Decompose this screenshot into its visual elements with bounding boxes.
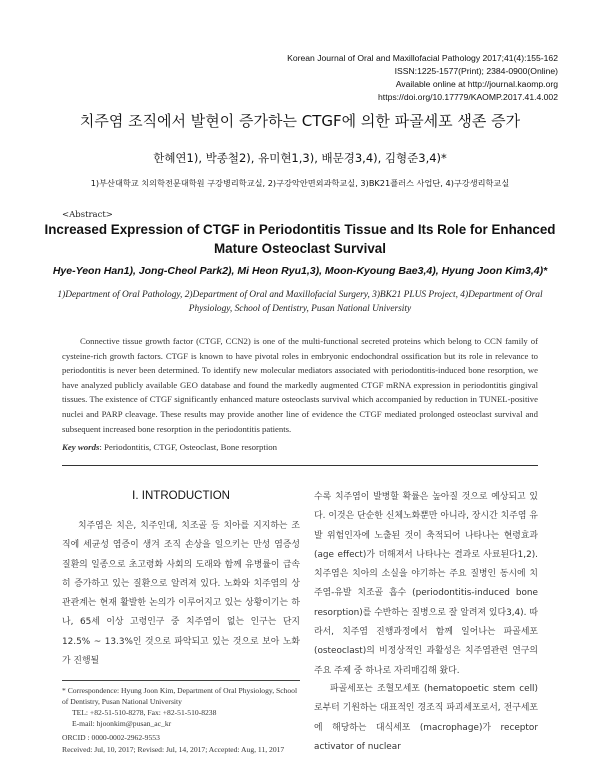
keywords	[62, 442, 277, 452]
footnote-divider	[62, 680, 300, 681]
issn-line: ISSN:1225-1577(Print); 2384-0900(Online)	[394, 66, 558, 76]
abstract-text: Connective tissue growth factor (CTGF, CCN2) is one of the multi-functional secreted proteins which belong to CCN family of cysteine-rich growth factors. CTGF is known to have pivotal roles in embryonic endochondral ossification but its role in relevance to periodontitis is never been determined. To identify new molecular mediators associated with periodontitis-induced bone resorption, we have analyzed publicly available GEO database and found the markedly augmented CTGF mRNA expression in periodontitis gingival tissues. The existence of CTGF significantly enhanced mature osteoclasts survival which accompanied by reduction in TUNEL-positive nuclei and PARP cleavage. These results may provide another line of evidence the CTGF mediated prolonged osteoclast survival and subsequent increased bone resorption in the periodontitis patients.	[62, 336, 538, 434]
correspondence-note: * Correspondence: Hyung Joon Kim, Department of Oral Physiology, School of Dentistry, Pusan National University	[62, 686, 298, 706]
english-authors: Hye-Yeon Han1), Jong-Cheol Park2), Mi Heon Ryu1,3), Moon-Kyoung Bae3,4), Hyung Joon Kim3,4)*	[52, 265, 548, 277]
section-heading: Ⅰ. INTRODUCTION	[132, 490, 230, 502]
korean-title: 치주염 조직에서 발현이 증가하는 CTGF에 의한 파골세포 생존 증가	[79, 112, 521, 130]
korean-affiliations: 1)부산대학교 치의학전문대학원 구강병리학교실, 2)구강악안면외과학교실, 3)BK21플러스 사업단, 4)구강생리학교실	[90, 178, 510, 188]
intro-right-paragraph-2: 파골세포는 조혈모세포 (hematopoetic stem cell)로부터 기원하는 대표적인 경조직 파괴세포로서, 전구세포에 해당하는 대식세포 (macrophage)가 receptor activator of nuclear	[314, 684, 538, 752]
doi-link[interactable]: https://doi.org/10.17779/KAOMP.2017.41.4.002	[378, 92, 558, 102]
journal-citation: Korean Journal of Oral and Maxillofacial Pathology 2017;41(4):155-162	[287, 53, 558, 63]
availability-line: Available online at http://journal.kaomp.org	[395, 79, 558, 89]
tel-fax: TEL: +82-51-510-8278, Fax: +82-51-510-8238	[72, 708, 217, 717]
english-affiliations: 1)Department of Oral Pathology, 2)Department of Oral and Maxillofacial Surgery, 3)BK21 PLUS Project, 4)Department of Oral Physiology, School of Dentistry, Pusan National University	[57, 290, 543, 314]
intro-left-paragraph: 치주염은 치은, 치주인대, 치조골 등 치아를 지지하는 조직에 세균성 염증이 생겨 조직 손상을 일으키는 만성 염증성 질환의 일종으로 초고령화 사회의 도래와 함께 유병률이 급속히 증가하고 있는 질환으로 알려져 있다. 노화와 치주염의 상관관계는 현재 활발한 논의가 이루어지고 있는 상황이기는 하나, 65세 이상 고령인구 중 치주염이 없는 인구는 단지 12.5% ~ 13.3%인 것으로 파악되고 있는 것으로 보아 노화가 진행될	[62, 521, 300, 667]
orcid: ORCID : 0000-0002-2962-9553	[62, 733, 160, 742]
email[interactable]: E-mail: hjoonkim@pusan_ac_kr	[72, 719, 172, 728]
intro-right-paragraph-1: 수록 치주염이 발병할 확률은 높아질 것으로 예상되고 있다. 이것은 단순한 신체노화뿐만 아니라, 장시간 치주염 유발 위험인자에 노출된 것이 축적되어 나타나는 현령효과 (age effect)가 더해져서 나타나는 결과로 사료된다1,2). 치주염은 치아의 소실을 야기하는 주요 질병인 동시에 치주염-유발 치조골 흡수 (periodontitis-induced bone resorption)를 수반하는 질병으로 잘 알려져 있다3,4). 따라서, 치주염 진행과정에서 함께 일어나는 파골세포 (osteoclast)의 비정상적인 과활성은 치주염관련 연구의 주요 주제 중 하나로 자리매김해 왔다.	[314, 492, 538, 676]
received-dates: Received: Jul, 10, 2017; Revised: Jul, 14, 2017; Accepted: Aug, 11, 2017	[62, 745, 285, 754]
keywords-value: : Periodontitis, CTGF, Osteoclast, Bone resorption	[99, 442, 278, 452]
keywords-divider	[62, 465, 538, 466]
korean-authors: 한혜연1), 박종철2), 유미현1,3), 배문경3,4), 김형준3,4)*	[153, 151, 447, 165]
english-title: Increased Expression of CTGF in Periodontitis Tissue and Its Role for Enhanced Mature Osteoclast Survival	[44, 222, 556, 256]
keywords-label: Key words	[62, 442, 100, 452]
abstract-label: <Abstract>	[62, 210, 113, 220]
